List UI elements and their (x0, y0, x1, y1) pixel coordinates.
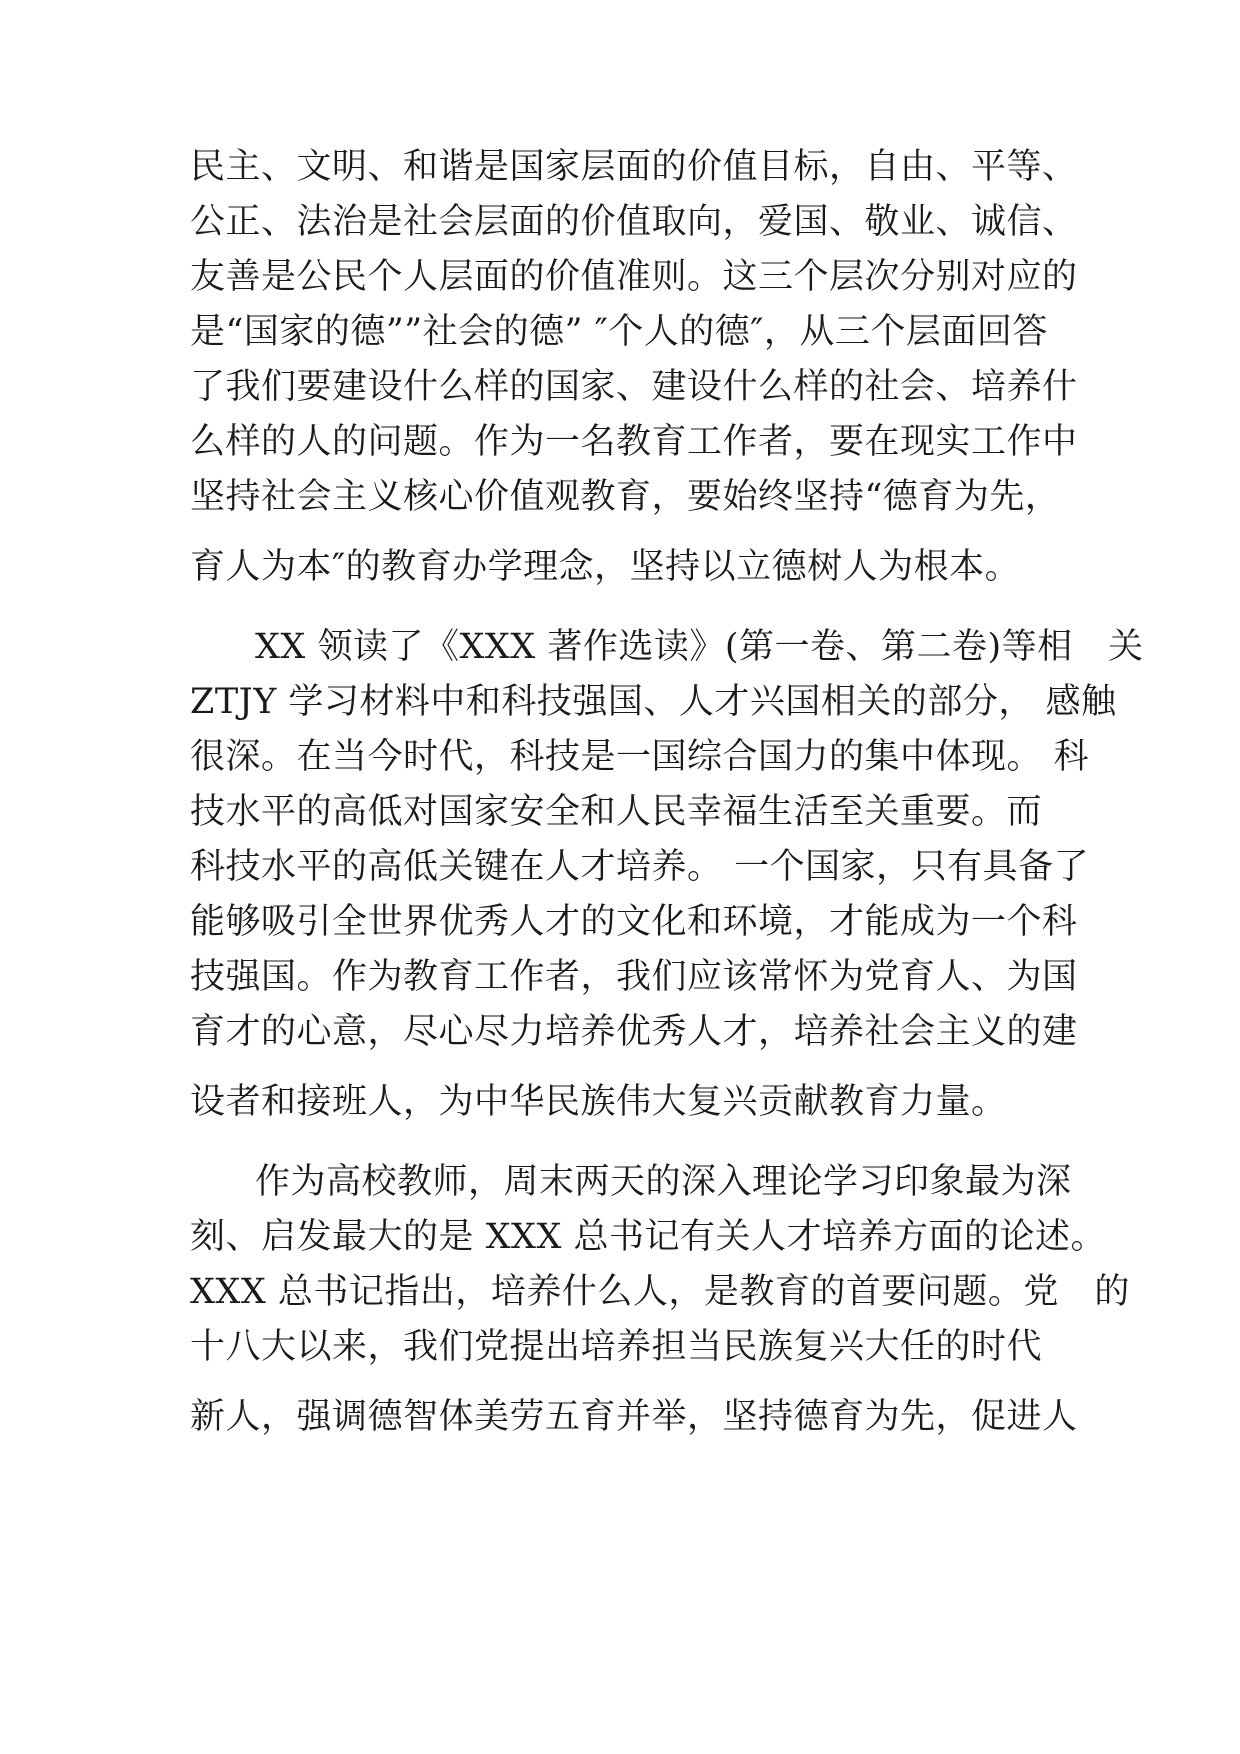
paragraph-1-line-8: 育人为本″的教育办学理念，坚持以立德树人为根本。 (190, 547, 1021, 587)
paragraph-2-line-2: ZTJY 学习材料中和科技强国、人才兴国相关的部分， 感触 (190, 682, 1117, 722)
paragraph-2-line-7: 技强国。作为教育工作者，我们应该常怀为党育人、为国 (190, 957, 1078, 997)
paragraph-3-line-5: 新人，强调德智体美劳五育并举，坚持德育为先，促进人 (190, 1397, 1078, 1437)
paragraph-2-line-6: 能够吸引全世界优秀人才的文化和环境，才能成为一个科 (190, 902, 1078, 942)
paragraph-3-line-4: 十八大以来，我们党提出培养担当民族复兴大任的时代 (190, 1327, 1043, 1367)
paragraph-1-line-4: 是“国家的德””社会的德” ″个人的德″，从三个层面回答 (190, 312, 1048, 352)
paragraph-2-line-9: 设者和接班人，为中华民族伟大复兴贡献教育力量。 (190, 1082, 1007, 1122)
paragraph-1-line-2: 公正、法治是社会层面的价值取向，爱国、敬业、诚信、 (190, 202, 1078, 242)
paragraph-2-line-8: 育才的心意，尽心尽力培养优秀人才，培养社会主义的建 (190, 1012, 1078, 1052)
paragraph-1-line-3: 友善是公民个人层面的价值准则。这三个层次分别对应的 (190, 257, 1078, 297)
paragraph-2-line-1: XX 领读了《XXX 著作选读》(第一卷、第二卷)等相 关 (255, 627, 1144, 667)
paragraph-3-line-2: 刻、启发最大的是 XXX 总书记有关人才培养方面的论述。 (190, 1217, 1107, 1257)
paragraph-1-line-6: 么样的人的问题。作为一名教育工作者，要在现实工作中 (190, 422, 1078, 462)
paragraph-1-line-7: 坚持社会主义核心价值观教育，要始终坚持“德育为先， (190, 477, 1061, 517)
paragraph-2-line-3: 很深。在当今时代，科技是一国综合国力的集中体现。 科 (190, 737, 1090, 777)
paragraph-3-line-1: 作为高校教师，周末两天的深入理论学习印象最为深 (255, 1162, 1072, 1202)
paragraph-1-line-5: 了我们要建设什么样的国家、建设什么样的社会、培养什 (190, 367, 1078, 407)
paragraph-3-line-3: XXX 总书记指出，培养什么人，是教育的首要问题。党 的 (190, 1272, 1130, 1312)
paragraph-1-line-1: 民主、文明、和谐是国家层面的价值目标，自由、平等、 (190, 147, 1078, 187)
paragraph-2-line-5: 科技水平的高低关键在人才培养。 一个国家，只有具备了 (190, 847, 1090, 887)
paragraph-2-line-4: 技水平的高低对国家安全和人民幸福生活至关重要。而 (190, 792, 1043, 832)
